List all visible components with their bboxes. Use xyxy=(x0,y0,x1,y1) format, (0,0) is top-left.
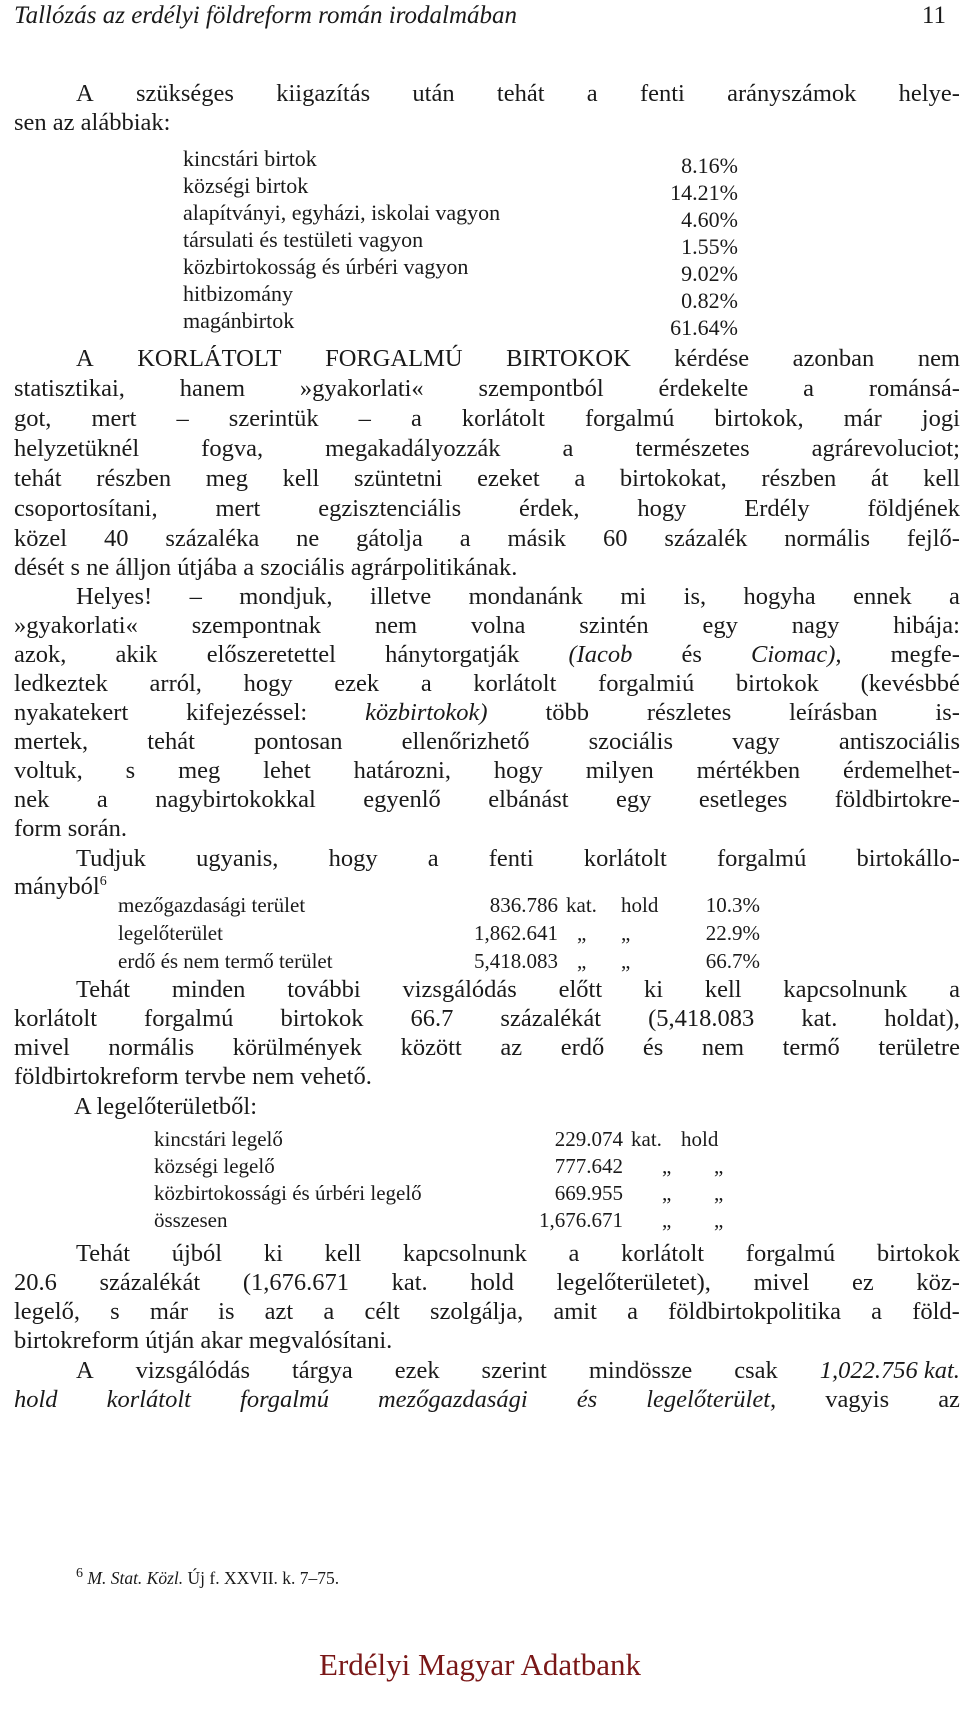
word: azonban xyxy=(792,345,875,372)
word: azt xyxy=(264,1298,294,1325)
table2-unit2-1: „ xyxy=(621,921,631,945)
table1-label-4: közbirtokosság és úrbéri vagyon xyxy=(183,254,469,279)
word: ez xyxy=(852,1269,874,1296)
word: meg xyxy=(205,465,248,492)
word: a xyxy=(574,465,586,492)
word: is xyxy=(218,1298,235,1325)
word: esetleges xyxy=(698,786,788,813)
word: a xyxy=(949,976,960,1003)
word: gátolja xyxy=(356,525,423,552)
table3-label-3: összesen xyxy=(154,1208,228,1232)
word: ennek xyxy=(853,583,912,610)
word: mi xyxy=(620,583,647,610)
table1-label-2: alapítványi, egyházi, iskolai vagyon xyxy=(183,200,501,225)
word: KORLÁTOLT xyxy=(137,345,282,372)
word: fejlő- xyxy=(906,525,960,552)
italic-term: közbirtokok) xyxy=(365,699,488,726)
word: újból xyxy=(171,1240,223,1267)
word: között xyxy=(400,1034,462,1061)
para2-line-5: nyakatekert kifejezéssel: közbirtokok) több részletes leírásban is- xyxy=(14,699,960,726)
word: megakadályozzák xyxy=(325,435,501,462)
word: forgalmú xyxy=(717,845,807,872)
word: forgalmú xyxy=(745,1240,836,1267)
word: birtokállo- xyxy=(856,845,960,872)
para3-line-2: mányból$^6$ xyxy=(14,873,107,900)
word: érdek, xyxy=(518,495,580,522)
word: korlátolt xyxy=(583,845,667,872)
footnote-number: 6 xyxy=(76,1566,83,1582)
word: milyen xyxy=(585,757,654,784)
word: statisztikai, xyxy=(14,375,125,402)
table2-pct-1: 22.9% xyxy=(705,921,760,945)
word: kapcsolnunk xyxy=(403,1240,527,1267)
word: ki xyxy=(263,1240,283,1267)
word: kell xyxy=(704,976,742,1003)
word: lehet xyxy=(263,757,311,784)
word: arról, xyxy=(149,670,202,697)
table3-unit2-3: „ xyxy=(714,1208,724,1232)
table2-amount-2: 5,418.083 xyxy=(474,949,558,973)
word: pontosan xyxy=(254,728,343,755)
word: birtokok xyxy=(876,1240,960,1267)
word: szüntetni xyxy=(354,465,443,492)
para6-line-2 xyxy=(14,1268,960,1298)
word: hánytorgatják xyxy=(385,641,520,668)
para4-line-3 xyxy=(14,1033,960,1063)
running-title: Tallózás az erdélyi földreform román irodalmában xyxy=(14,2,518,29)
word: és xyxy=(642,1034,664,1061)
word: korlátolt xyxy=(473,670,557,697)
table3-unit1-2: „ xyxy=(662,1181,672,1205)
word: korlátolt xyxy=(621,1240,705,1267)
table2-label-0: mezőgazdasági terület xyxy=(118,893,306,917)
word: kat. xyxy=(391,1269,428,1296)
table1-value-6: 61.64% xyxy=(670,315,738,340)
word: a xyxy=(803,375,814,402)
word: termő xyxy=(782,1034,840,1061)
word: egyenlő xyxy=(363,786,441,813)
word: korlátolt xyxy=(14,1005,98,1032)
table2-amount-0: 836.786 xyxy=(489,893,558,917)
word: arányszámok xyxy=(727,80,857,107)
word: egy xyxy=(702,612,738,639)
table2-label-2: erdő és nem termő terület xyxy=(118,949,333,973)
word: kérdése xyxy=(674,345,750,372)
word: hogy xyxy=(493,757,543,784)
word: százalék xyxy=(664,525,748,552)
table3-unit2-1: „ xyxy=(714,1154,724,1178)
word: hogy xyxy=(243,670,293,697)
word: mivel xyxy=(753,1269,810,1296)
word: BIRTOKOK xyxy=(506,345,631,372)
word: mondanánk xyxy=(468,583,583,610)
footer-watermark: Erdélyi Magyar Adatbank xyxy=(319,1647,641,1682)
word: fenti xyxy=(639,80,685,107)
footnote-ref: 6 xyxy=(99,873,107,889)
table3-label-0: kincstári legelő xyxy=(154,1127,283,1151)
para1-line-2 xyxy=(14,374,960,404)
word: is, xyxy=(683,583,707,610)
para6-line-3 xyxy=(14,1297,960,1327)
table2-pct-2: 66.7% xyxy=(705,949,760,973)
word: előtt xyxy=(558,976,603,1003)
word: nem xyxy=(701,1034,745,1061)
word: 20.6 xyxy=(14,1269,57,1296)
word: – xyxy=(358,405,371,432)
word: forgalmiú xyxy=(598,670,695,697)
word: mertek, xyxy=(14,728,89,755)
word: s xyxy=(110,1298,120,1325)
word: »gyakorlati« xyxy=(299,375,424,402)
word: hibája: xyxy=(893,612,960,639)
word: hogy xyxy=(328,845,378,872)
word: az xyxy=(500,1034,523,1061)
word: ledkeztek xyxy=(14,670,108,697)
table1-label-5: hitbizomány xyxy=(183,281,293,306)
intro-line-1 xyxy=(76,79,960,109)
footnote xyxy=(76,1568,339,1589)
word: a xyxy=(562,435,574,462)
word: elbánást xyxy=(488,786,569,813)
word: Erdély xyxy=(744,495,810,522)
word: mert xyxy=(91,405,137,432)
table1-value-5: 0.82% xyxy=(681,288,738,313)
word: jogi xyxy=(921,405,960,432)
word: A xyxy=(76,345,94,372)
word: voltuk, xyxy=(14,757,83,784)
footnote-detail: Új f. XXVII. k. 7–75. xyxy=(187,1568,340,1588)
word: nem xyxy=(917,345,960,372)
word: tehát xyxy=(14,465,62,492)
word: szempontból xyxy=(478,375,604,402)
word: föld- xyxy=(912,1298,960,1325)
para1-last-line: dését s ne álljon útjába a szociális agrárpolitikának. xyxy=(14,554,518,581)
word: másik xyxy=(507,525,567,552)
word: csoportosítani, xyxy=(14,495,158,522)
word: területre xyxy=(878,1034,960,1061)
word: kat. xyxy=(801,1005,838,1032)
word: mert xyxy=(215,495,261,522)
para6-last-line: birtokreform útján akar megvalósítani. xyxy=(14,1327,393,1354)
word: birtokok, xyxy=(714,405,804,432)
word: románsá- xyxy=(868,375,960,402)
word: FORGALMÚ xyxy=(325,345,463,372)
para1-line-3 xyxy=(14,404,960,434)
word: szempontnak xyxy=(191,612,321,639)
table3-unit2-0: hold xyxy=(681,1127,719,1151)
word: ne xyxy=(296,525,320,552)
word: a xyxy=(568,1240,580,1267)
word: – xyxy=(189,583,202,610)
word: volna xyxy=(470,612,526,639)
word: forgalmú xyxy=(584,405,675,432)
word: közel xyxy=(14,525,68,552)
word: és xyxy=(681,641,702,668)
para4-last-line: földbirtokreform tervbe nem vehető. xyxy=(14,1063,372,1090)
word: kell xyxy=(324,1240,362,1267)
word: százalékát xyxy=(500,1005,602,1032)
para2-line-6 xyxy=(14,727,960,757)
word: helye- xyxy=(898,80,960,107)
word: nem xyxy=(374,612,418,639)
word: mondjuk, xyxy=(239,583,333,610)
table2-unit2-0: hold xyxy=(621,893,659,917)
word: hanem xyxy=(179,375,246,402)
para6-line-1 xyxy=(76,1239,960,1269)
word: erdő xyxy=(560,1034,605,1061)
table3-unit1-0: kat. xyxy=(631,1127,662,1151)
para2-line-4 xyxy=(14,669,960,699)
word: a xyxy=(420,670,432,697)
table1-value-1: 14.21% xyxy=(670,180,738,205)
word: százaléka xyxy=(165,525,260,552)
word: a xyxy=(586,80,598,107)
word: nagy xyxy=(791,612,840,639)
word: a xyxy=(427,845,439,872)
word: részben xyxy=(761,465,837,492)
word: fogva, xyxy=(201,435,264,462)
word: antiszociális xyxy=(838,728,960,755)
table1-label-0: kincstári birtok xyxy=(183,146,317,171)
word: legelő, xyxy=(14,1298,80,1325)
word: minden xyxy=(171,976,246,1003)
word: mivel xyxy=(14,1034,70,1061)
word: Tehát xyxy=(76,976,131,1003)
para1-line-5 xyxy=(14,464,960,494)
para4-line-1 xyxy=(76,975,960,1005)
word: (kevésbbé xyxy=(860,670,960,697)
word: (5,418.083 xyxy=(648,1005,755,1032)
word: tehát xyxy=(147,728,195,755)
table2-unit1-0: kat. xyxy=(566,893,597,917)
para2-line-2 xyxy=(14,611,960,641)
word: s xyxy=(125,757,136,784)
word: a xyxy=(949,583,960,610)
word: ugyanis, xyxy=(196,845,279,872)
word: holdat), xyxy=(884,1005,960,1032)
table2-label-1: legelőterület xyxy=(118,921,223,945)
intro-line-2: sen az alábbiak: xyxy=(14,109,171,136)
word: a xyxy=(410,405,422,432)
word: vagy xyxy=(732,728,780,755)
word: hogyha xyxy=(743,583,816,610)
para2-line-3 xyxy=(14,640,960,670)
word: a xyxy=(627,1298,638,1325)
word: normális xyxy=(784,525,870,552)
word: körülmények xyxy=(232,1034,362,1061)
word: szolgálja, xyxy=(430,1298,524,1325)
para1-line-7 xyxy=(14,524,960,554)
table1-value-4: 9.02% xyxy=(681,261,738,286)
word: helyzetüknél xyxy=(14,435,140,462)
word: a xyxy=(96,786,108,813)
word: Ciomac), xyxy=(751,641,842,668)
table2-unit2-2: „ xyxy=(621,949,631,973)
word: nagybirtokokkal xyxy=(155,786,316,813)
word: földbirtokre- xyxy=(834,786,960,813)
word: kapcsolnunk xyxy=(783,976,908,1003)
table3-label-2: közbirtokossági és úrbéri legelő xyxy=(154,1181,422,1205)
word: forgalmú xyxy=(144,1005,234,1032)
word: meg xyxy=(178,757,221,784)
table1-value-2: 4.60% xyxy=(681,207,738,232)
para5-line: A legelőterületből: xyxy=(74,1093,258,1120)
word: illetve xyxy=(369,583,432,610)
word: határozni, xyxy=(353,757,451,784)
table2-unit1-2: „ xyxy=(577,949,587,973)
word: érdekelte xyxy=(658,375,749,402)
word: (Iacob xyxy=(568,641,633,668)
para2-last-line: form során. xyxy=(14,815,127,842)
word: 40 xyxy=(103,525,129,552)
para2-line-1 xyxy=(76,582,960,612)
table3-amount-2: 669.955 xyxy=(554,1181,623,1205)
word: szintén xyxy=(579,612,649,639)
para2-line-7 xyxy=(14,756,960,786)
table1-value-3: 1.55% xyxy=(681,234,738,259)
word: kell xyxy=(923,465,960,492)
word: legelőterületet), xyxy=(556,1269,711,1296)
table3-unit1-3: „ xyxy=(662,1208,672,1232)
table3-amount-0: 229.074 xyxy=(554,1127,623,1151)
word: nek xyxy=(14,786,50,813)
table3-unit1-1: „ xyxy=(662,1154,672,1178)
table2-pct-0: 10.3% xyxy=(705,893,760,917)
italic-figure: 1,022.756 kat. xyxy=(819,1357,960,1384)
page-number: 11 xyxy=(921,2,946,29)
word: célt xyxy=(364,1298,400,1325)
table1-label-3: társulati és testületi vagyon xyxy=(183,227,424,252)
word: szerintük xyxy=(228,405,319,432)
table2-unit1-1: „ xyxy=(577,921,587,945)
word: kiigazítás xyxy=(276,80,371,107)
word: – xyxy=(176,405,189,432)
para1-line-4 xyxy=(14,434,960,464)
table1-label-6: magánbirtok xyxy=(183,308,295,333)
table1-label-1: községi birtok xyxy=(183,173,309,198)
table3-unit2-2: „ xyxy=(714,1181,724,1205)
word: ezeket xyxy=(477,465,540,492)
word: a xyxy=(323,1298,335,1325)
word: vizsgálódás xyxy=(402,976,517,1003)
word: egzisztenciális xyxy=(318,495,462,522)
word: normális xyxy=(108,1034,195,1061)
footnote-source: M. Stat. Közl. xyxy=(87,1568,184,1588)
word: érdemelhet- xyxy=(842,757,960,784)
word: ellenőrizhető xyxy=(401,728,530,755)
word: előszeretettel xyxy=(206,641,336,668)
word: fenti xyxy=(488,845,534,872)
word: korlátolt xyxy=(461,405,545,432)
word: A xyxy=(76,80,94,107)
running-header xyxy=(14,2,946,38)
word: szükséges xyxy=(135,80,234,107)
word: Tehát xyxy=(76,1240,131,1267)
table3-amount-1: 777.642 xyxy=(554,1154,623,1178)
para1-line-6 xyxy=(14,494,960,524)
word: amit xyxy=(553,1298,597,1325)
word: köz- xyxy=(916,1269,960,1296)
table1-value-0: 8.16% xyxy=(681,153,738,178)
word: hogy xyxy=(637,495,687,522)
word: ki xyxy=(643,976,664,1003)
word: már xyxy=(843,405,882,432)
word: Tudjuk xyxy=(76,845,146,872)
word: egy xyxy=(616,786,652,813)
word: ezek xyxy=(334,670,380,697)
para3-line-1 xyxy=(76,844,960,874)
word: százalékát xyxy=(99,1269,201,1296)
word: (1,676.671 xyxy=(242,1269,349,1296)
word: szociális xyxy=(588,728,674,755)
word: birtokok xyxy=(280,1005,364,1032)
word: mértékben xyxy=(696,757,801,784)
word: a xyxy=(459,525,471,552)
word: birtokokat, xyxy=(619,465,727,492)
word: földbirtokpolitika xyxy=(668,1298,841,1325)
para7-line-2: hold korlátolt forgalmú mezőgazdasági és legelőterület, vagyis az xyxy=(14,1386,960,1413)
word: után xyxy=(412,80,455,107)
word: át xyxy=(870,465,889,492)
word: természetes xyxy=(635,435,750,462)
word: kell xyxy=(282,465,320,492)
table3-amount-3: 1,676.671 xyxy=(539,1208,623,1232)
para4-line-2 xyxy=(14,1004,960,1034)
para7-line-1: A vizsgálódás tárgya ezek szerint mindössze csak 1,022.756 kat. xyxy=(76,1357,960,1384)
word: Helyes! xyxy=(76,583,153,610)
para1-line-1 xyxy=(76,344,960,374)
word: »gyakorlati« xyxy=(14,612,138,639)
word: azok, xyxy=(14,641,67,668)
word: 60 xyxy=(602,525,628,552)
para2-line-8 xyxy=(14,785,960,815)
word: agrárevoluciot; xyxy=(811,435,960,462)
word: 66.7 xyxy=(410,1005,454,1032)
word: további xyxy=(287,976,361,1003)
word: hold xyxy=(470,1269,514,1296)
word: birtokok xyxy=(735,670,819,697)
word: tehát xyxy=(496,80,545,107)
table3-label-1: községi legelő xyxy=(154,1154,275,1178)
word: megfe- xyxy=(890,641,960,668)
word: akik xyxy=(115,641,158,668)
word: már xyxy=(149,1298,188,1325)
word: a xyxy=(871,1298,883,1325)
word: földjének xyxy=(867,495,960,522)
table2-amount-1: 1,862.641 xyxy=(474,921,558,945)
word: részben xyxy=(96,465,172,492)
word: got, xyxy=(14,405,52,432)
